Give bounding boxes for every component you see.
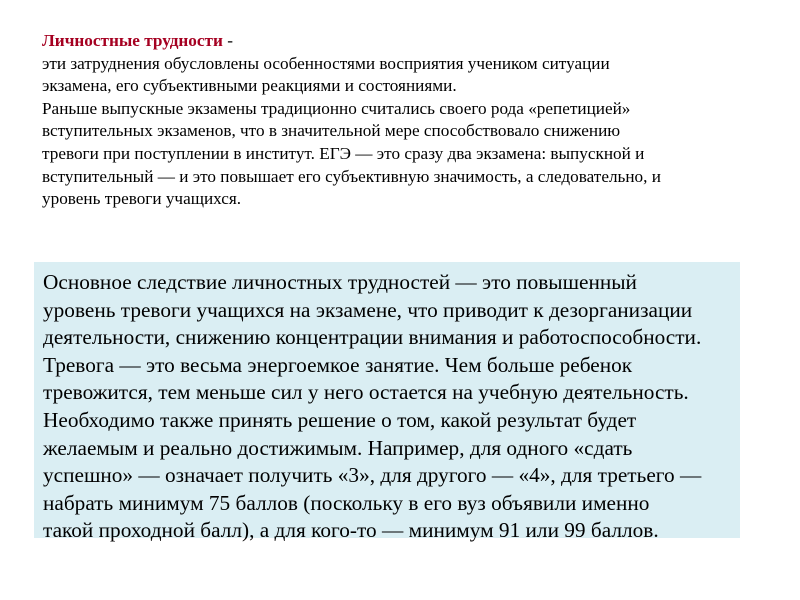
intro-line: экзамена, его субъективными реакциями и состояниями. — [42, 76, 457, 96]
panel-line: уровень тревоги учащихся на экзамене, что приводит к дезорганизации — [43, 297, 693, 322]
intro-line: уровень тревоги учащихся. — [42, 189, 242, 209]
panel-line: Основное следствие личностных трудностей — это повышенный — [43, 270, 637, 294]
intro-title-dash: - — [222, 31, 233, 50]
intro-line: тревоги при поступлении в институт. ЕГЭ — это сразу два экзамена: выпускной и — [42, 143, 645, 163]
panel-line: набрать минимум 75 баллов (поскольку в его вуз объявили именно — [43, 490, 650, 515]
panel-line: успешно» — означает получить «3», для другого — «4», для третьего — — [43, 463, 702, 488]
panel-line: деятельности, снижению концентрации внимания и работоспособности. — [43, 325, 702, 350]
panel-line: Необходимо также принять решение о том, какой результат будет — [43, 407, 637, 432]
panel-line: такой проходной балл), а для кого-то — минимум 91 или 99 баллов. — [43, 518, 659, 543]
intro-line: Раньше выпускные экзамены традиционно считались своего рода «репетицией» — [42, 98, 631, 118]
intro-section — [42, 30, 742, 211]
panel-line: Тревога — это весьма энергоемкое занятие. Чем больше ребенок — [43, 352, 633, 377]
panel-line: желаемым и реально достижимым. Например, для одного «сдать — [43, 435, 633, 460]
intro-line: вступительных экзаменов, что в значительной мере способствовало снижению — [42, 121, 621, 141]
panel-line: тревожится, тем меньше сил у него остается на учебную деятельность. — [43, 380, 689, 405]
intro-line: эти затруднения обусловлены особенностями восприятия учеником ситуации — [42, 53, 610, 73]
intro-title: Личностные трудности — [42, 31, 223, 50]
highlight-panel — [34, 262, 740, 543]
intro-heading — [42, 30, 742, 53]
intro-line: вступительный — и это повышает его субъективную значимость, а следовательно, и — [42, 166, 661, 186]
